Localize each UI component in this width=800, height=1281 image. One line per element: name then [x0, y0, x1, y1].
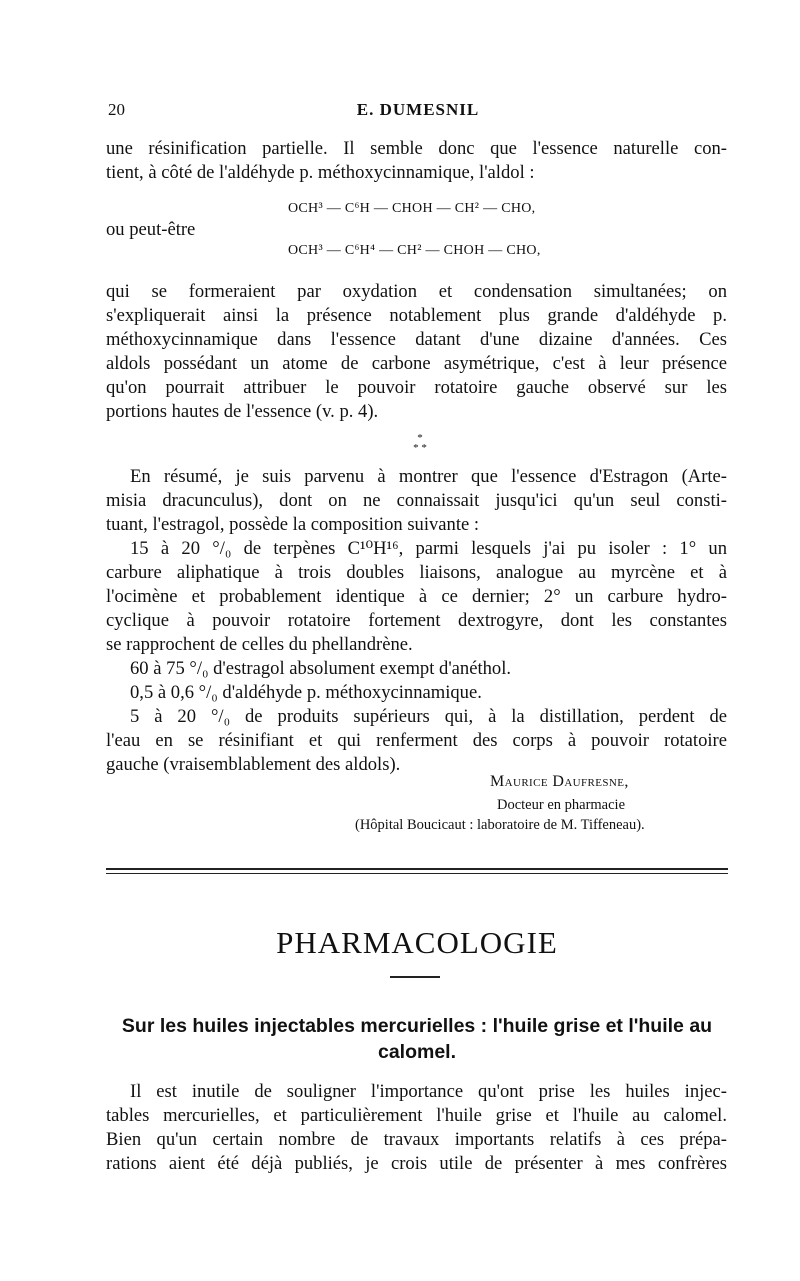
article-title-line: calomel.: [377, 1041, 457, 1063]
signature-name: Maurice Daufresne,: [490, 773, 629, 790]
text-line: portions hautes de l'essence (v. p. 4).: [106, 401, 379, 422]
divider-rule-bottom: [106, 873, 728, 874]
formula-aldol-1: OCH³ — C⁶H — CHOH — CH² — CHO,: [288, 201, 536, 216]
signature-title: Docteur en pharmacie: [497, 797, 626, 813]
text-line: gauche (vraisemblablement des aldols).: [106, 754, 401, 775]
asterisk-top: *: [417, 432, 423, 444]
text-line: En résumé, je suis parvenu à montrer que l'essence d'Estragon (Arte-: [130, 466, 727, 487]
divider-rule-top: [106, 868, 728, 870]
article-body: [106, 1080, 727, 1176]
running-author: E. DUMESNIL: [356, 100, 480, 119]
text-line: se rapprochent de celles du phellandrène.: [106, 634, 413, 655]
text-line: 60 à 75 °/₀ d'estragol absolument exempt d'anéthol.: [130, 658, 512, 679]
discussion-paragraph: [106, 280, 727, 424]
text-line: l'eau en se résinifiant et qui renferment des corps à pouvoir rotatoire: [106, 730, 727, 751]
section-heading: PHARMACOLOGIE: [276, 925, 558, 960]
signature-affiliation: (Hôpital Boucicaut : laboratoire de M. Tiffeneau).: [355, 817, 645, 833]
text-line: tables mercurielles, et particulièrement l'huile grise et l'huile au calomel.: [106, 1105, 727, 1126]
summary-paragraph: [106, 465, 727, 777]
text-line: Bien qu'un certain nombre de travaux importants relatifs à ces prépa-: [106, 1129, 727, 1150]
page-number: 20: [108, 100, 125, 119]
formula-aldol-2: OCH³ — C⁶H⁴ — CH² — CHOH — CHO,: [288, 243, 541, 258]
text-line: 0,5 à 0,6 °/₀ d'aldéhyde p. méthoxycinnamique.: [130, 682, 482, 703]
article-title-line: Sur les huiles injectables mercurielles : l'huile grise et l'huile au: [121, 1015, 713, 1037]
text-line: 15 à 20 °/₀ de terpènes C¹⁰H¹⁶, parmi lesquels j'ai pu isoler : 1° un: [130, 538, 727, 559]
text-line: misia dracunculus), dont on ne connaissait jusqu'ici qu'un seul consti-: [106, 490, 727, 511]
article-title: [100, 1013, 734, 1065]
text-line: s'expliquerait ainsi la présence notablement plus grande d'aldéhyde p.: [106, 305, 727, 326]
running-header: [108, 100, 728, 124]
text-line: méthoxycinnamique dans l'essence datant d'une dizaine d'années. Ces: [106, 329, 727, 350]
formula-connector: ou peut-être: [106, 219, 196, 240]
text-line: aldols possédant un atome de carbone asymétrique, c'est à leur présence: [106, 353, 727, 374]
asterisks-bottom: * *: [413, 442, 427, 454]
text-line: 5 à 20 °/₀ de produits supérieurs qui, à la distillation, perdent de: [130, 706, 727, 727]
text-line: cyclique à pouvoir rotatoire fortement dextrogyre, dont les constantes: [106, 610, 727, 631]
intro-paragraph: [106, 137, 727, 185]
text-line: une résinification partielle. Il semble donc que l'essence naturelle con-: [106, 138, 727, 159]
section-underline: [390, 976, 440, 978]
text-line: tient, à côté de l'aldéhyde p. méthoxycinnamique, l'aldol :: [106, 162, 535, 183]
section-separator-asterisks: [400, 433, 440, 453]
text-line: Il est inutile de souligner l'importance qu'ont prise les huiles injec-: [130, 1081, 727, 1102]
text-line: carbure aliphatique à trois doubles liaisons, analogue au myrcène et à: [106, 562, 727, 583]
text-line: l'ocimène et probablement identique à ce dernier; 2° un carbure hydro-: [106, 586, 727, 607]
text-line: qu'on pourrait attribuer le pouvoir rotatoire gauche observé sur les: [106, 377, 727, 398]
text-line: tuant, l'estragol, possède la composition suivante :: [106, 514, 480, 535]
text-line: qui se formeraient par oxydation et condensation simultanées; on: [106, 281, 727, 302]
text-line: rations aient été déjà publiés, je crois utile de présenter à mes confrères: [106, 1153, 727, 1174]
